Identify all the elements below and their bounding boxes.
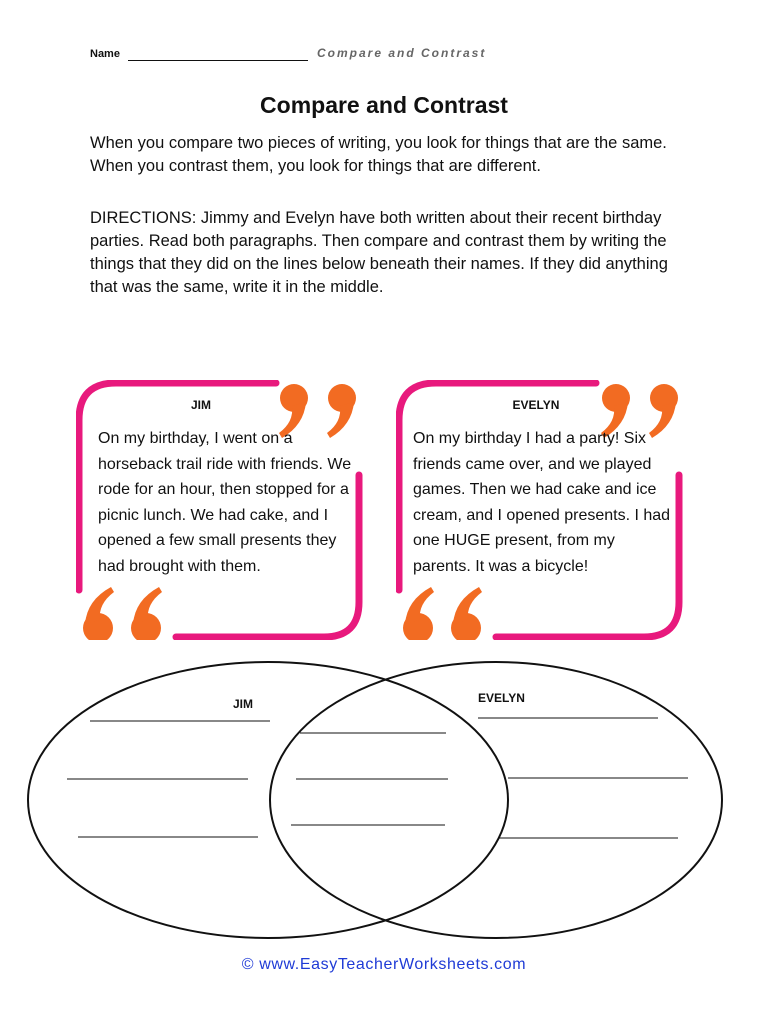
evelyn-box-name: EVELYN — [512, 398, 560, 412]
evelyn-quote-box — [396, 380, 686, 640]
open-quote-icon — [403, 587, 482, 640]
open-quote-icon — [83, 587, 162, 640]
page-title: Compare and Contrast — [260, 92, 508, 118]
evelyn-paragraph: On my birthday I had a party! Six friends came over, and we played games. Then we had cake and ice cream, and I opened presents. I had one HUGE present, from my parents. It was a bicycle! — [413, 430, 671, 575]
intro-paragraph: When you compare two pieces of writing, you look for things that are the same. When you contrast them, you look for things that are different. — [90, 134, 667, 175]
venn-left-circle — [28, 662, 508, 938]
name-label: Name — [90, 48, 120, 60]
venn-diagram-graphic — [0, 660, 768, 950]
footer-copyright: © www.EasyTeacherWorksheets.com — [241, 956, 527, 973]
venn-diagram — [0, 660, 768, 950]
directions-paragraph: DIRECTIONS: Jimmy and Evelyn have both written about their recent birthday parties. Read both paragraphs. Then compare and contrast them by writing the things that they did on the lines below beneath their names. If they did anything that was the same, write it in the middle. — [90, 209, 668, 296]
venn-jim-label: JIM — [233, 697, 254, 711]
jim-box-name: JIM — [190, 398, 211, 412]
jim-quote-box — [76, 380, 366, 640]
header-worksheet-title: Compare and Contrast — [317, 46, 487, 60]
worksheet-header — [90, 46, 690, 66]
venn-answer-lines — [67, 718, 688, 838]
jim-paragraph: On my birthday, I went on a horseback trail ride with friends. We rode for an hour, then stopped for a picnic lunch. We had cake, and I opened a few small presents they had brought with them. — [98, 430, 352, 575]
name-blank-line — [128, 60, 308, 61]
venn-evelyn-label: EVELYN — [478, 691, 525, 705]
